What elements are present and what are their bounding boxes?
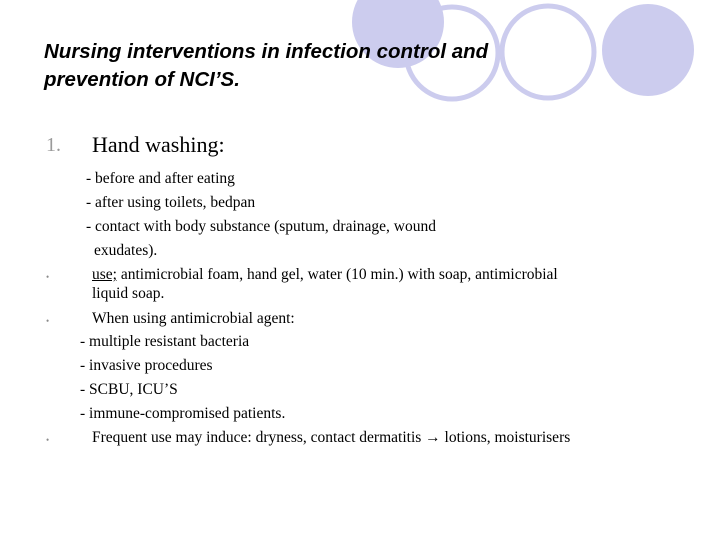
line-frequent-use: Frequent use may induce: dryness, contact dermatitis → lotions, moisturisers: [92, 429, 571, 446]
hand-washing-heading: Hand washing:: [92, 132, 225, 157]
bullet-3: •: [46, 435, 50, 445]
line-immune-compromised: - immune-compromised patients.: [80, 405, 286, 422]
line-before-after-eating: - before and after eating: [86, 170, 235, 187]
line-use: [92, 266, 558, 284]
bullet-1: •: [46, 272, 50, 282]
line-resistant-bacteria: - multiple resistant bacteria: [80, 333, 250, 350]
line-scbu-icu: - SCBU, ICU’S: [80, 381, 178, 398]
line-body-substance: - contact with body substance (sputum, drainage, wound: [86, 218, 436, 235]
line-after-toilets: - after using toilets, bedpan: [86, 194, 256, 211]
line-invasive-procedures: - invasive procedures: [80, 357, 213, 374]
line-exudates: exudates).: [94, 242, 158, 259]
use-text: antimicrobial foam, hand gel, water (10 min.) with soap, antimicrobial: [116, 266, 558, 283]
bullet-2: •: [46, 316, 50, 326]
title-line-2: prevention of NCI’S.: [44, 68, 240, 91]
use-label: use;: [92, 266, 117, 283]
slide-title: [44, 38, 644, 94]
item-number: 1.: [46, 134, 61, 156]
line-liquid-soap: liquid soap.: [92, 285, 165, 302]
title-line-1: Nursing interventions in infection control and: [44, 40, 489, 63]
antimicrobial-agent-heading: When using antimicrobial agent:: [92, 310, 295, 327]
